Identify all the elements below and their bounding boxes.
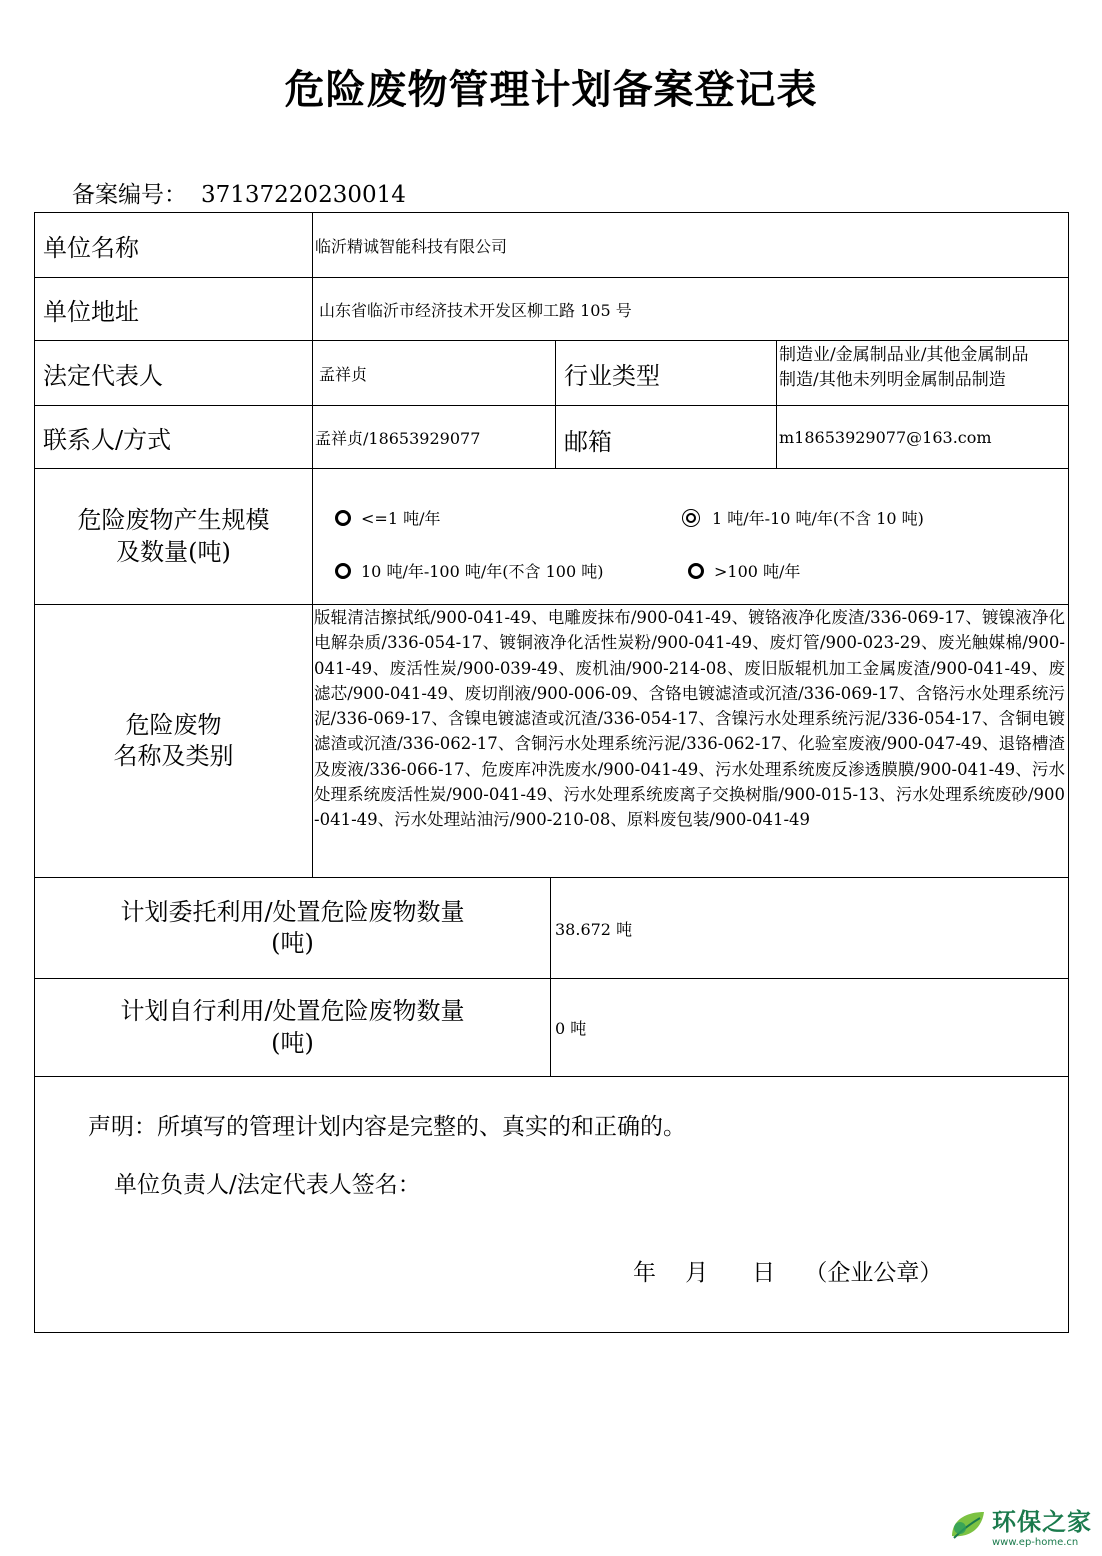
scale-option-1-label: <=1 吨/年	[361, 509, 441, 528]
unit-name-label: 单位名称	[34, 212, 313, 278]
scale-label-line-2: 及数量(吨)	[116, 537, 231, 566]
scale-label	[34, 468, 313, 605]
category-label	[34, 604, 313, 878]
signature-label: 单位负责人/法定代表人签名：	[114, 1172, 421, 1198]
entrust-value: 38.672 吨	[550, 877, 1069, 979]
legal-rep-value: 孟祥贞	[312, 340, 556, 406]
email-value: m18653929077@163.com	[776, 405, 1069, 469]
industry-line-2: 制造/其他未列明金属制品制造	[779, 369, 1006, 390]
radio-icon	[688, 563, 704, 579]
contact-value: 孟祥贞/18653929077	[312, 405, 556, 469]
scale-option-1[interactable]	[335, 506, 440, 529]
category-label-line-2: 名称及类别	[113, 742, 234, 770]
scale-options	[312, 468, 1069, 605]
registration-label: 备案编号：	[72, 182, 187, 208]
watermark-logo	[948, 1502, 1092, 1548]
contact-label: 联系人/方式	[34, 405, 313, 469]
radio-icon	[335, 563, 351, 579]
scale-option-3[interactable]	[335, 559, 603, 582]
self-value: 0 吨	[550, 978, 1069, 1077]
leaf-icon	[948, 1508, 988, 1542]
date-seal-line: 年 月 日 （企业公章）	[633, 1260, 943, 1286]
scale-option-2[interactable]	[686, 506, 924, 529]
scale-option-3-label: 10 吨/年-100 吨/年(不含 100 吨)	[361, 562, 604, 581]
entrust-label	[34, 877, 551, 979]
scale-option-4[interactable]	[688, 559, 800, 582]
self-label-line-1: 计划自行利用/处置危险废物数量	[120, 997, 465, 1026]
scale-option-2-label: 1 吨/年-10 吨/年(不含 10 吨)	[712, 509, 924, 528]
self-label	[34, 978, 551, 1077]
radio-icon	[335, 510, 351, 526]
radio-sun-icon	[686, 513, 696, 523]
industry-line-1: 制造业/金属制品业/其他金属制品	[779, 345, 1029, 365]
scale-option-4-label: >100 吨/年	[714, 562, 801, 581]
entrust-label-line-2: (吨)	[271, 929, 314, 957]
unit-name-value: 临沂精诚智能科技有限公司	[312, 212, 1069, 278]
self-label-line-2: (吨)	[271, 1028, 314, 1057]
watermark-url: www.ep-home.cn	[992, 1537, 1079, 1548]
registration-number	[72, 176, 406, 209]
industry-label: 行业类型	[555, 340, 777, 406]
email-label: 邮箱	[555, 405, 777, 469]
watermark-name: 环保之家	[992, 1508, 1092, 1536]
entrust-label-line-1: 计划委托利用/处置危险废物数量	[120, 897, 465, 926]
scale-label-line-1: 危险废物产生规模	[77, 506, 270, 535]
declaration-statement: 声明：所填写的管理计划内容是完整的、真实的和正确的。	[88, 1114, 686, 1140]
legal-rep-label: 法定代表人	[34, 340, 313, 406]
category-label-line-1: 危险废物	[125, 710, 222, 739]
registration-value: 37137220230014	[201, 182, 406, 208]
page-title: 危险废物管理计划备案登记表	[284, 67, 818, 113]
industry-value	[776, 340, 1069, 406]
unit-address-value: 山东省临沂市经济技术开发区柳工路 105 号	[312, 277, 1069, 341]
unit-address-label: 单位地址	[34, 277, 313, 341]
category-list: 版辊清洁擦拭纸/900-041-49、电雕废抹布/900-041-49、镀铬液净化废渣/336-069-17、镀镍液净化电解杂质/336-054-17、镀铜液净化活性炭粉/900-041-49、废灯管/900-023-29、废光触媒棉/900-041-49、废活性炭/900-039-49、废机油/900-214-08、废旧版辊机加工金属废渣/900-041-49、废滤芯/900-041-49、废切削液/900-006-09、含铬电镀滤渣或沉渣/336-069-17、含铬污水处理系统污泥/336-069-17、含镍电镀滤渣或沉渣/336-054-17、含镍污水处理系统污泥/336-054-17、含铜电镀滤渣或沉渣/336-062-17、含铜污水处理系统污泥/336-062-17、化验室废液/900-047-49、退铬槽渣及废液/336-066-17、危废库冲洗废水/900-041-49、污水处理系统废反渗透膜膜/900-041-49、污水处理系统废活性炭/900-041-49、污水处理系统废离子交换树脂/900-015-13、污水处理系统废砂/900-041-49、污水处理站油污/900-210-08、原料废包装/900-041-49	[312, 604, 1069, 878]
